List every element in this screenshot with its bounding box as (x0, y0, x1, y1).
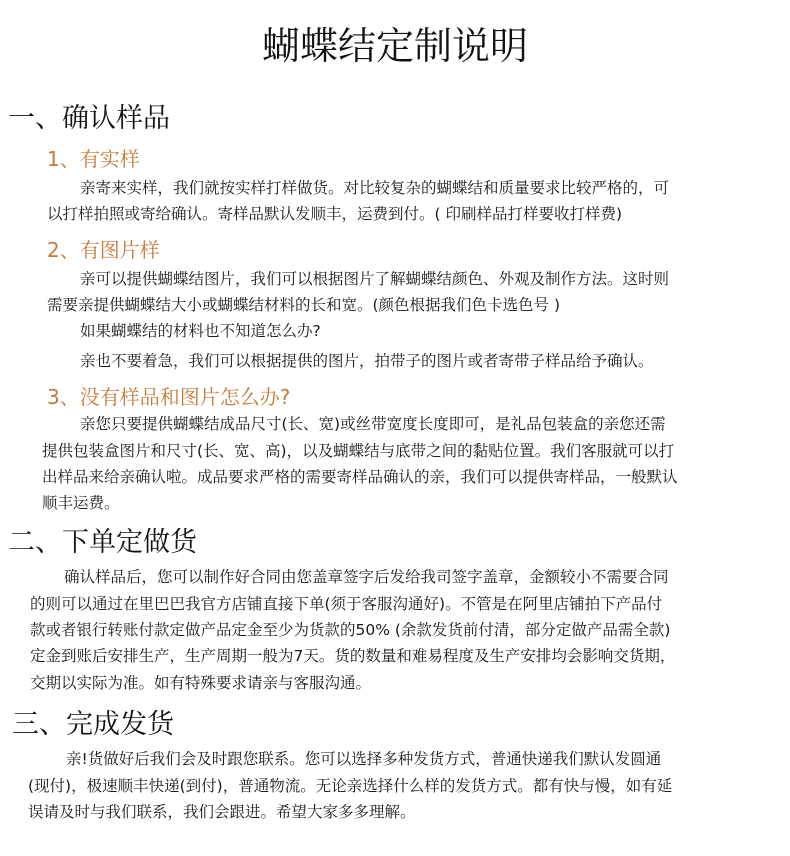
subsection-3-line-1: 亲您只要提供蝴蝶结成品尺寸(长、宽)或丝带宽度长度即可，是礼品包装盒的亲您还需 (80, 415, 666, 433)
section-3-line-1: 亲!货做好后我们会及时跟您联系。您可以选择多种发货方式，普通快递我们默认发圆通 (66, 750, 662, 768)
subsection-2-line-1: 亲可以提供蝴蝶结图片，我们可以根据图片了解蝴蝶结颜色、外观及制作方法。这时则 (80, 270, 670, 288)
section-2-heading: 二、下单定做货 (8, 527, 197, 558)
section-2-line-2: 的则可以通过在里巴巴我官方店铺直接下单(须于客服沟通好)。不管是在阿里店铺拍下产品付 (30, 595, 663, 613)
subsection-2-line-2: 需要亲提供蝴蝶结大小或蝴蝶结材料的长和宽。(颜色根据我们色卡选色号 ) (47, 296, 561, 314)
section-3-heading: 三、完成发货 (12, 709, 174, 740)
subsection-2-line-4: 亲也不要着急，我们可以根据提供的图片，拍带子的图片或者寄带子样品给予确认。 (80, 352, 654, 370)
section-1-heading: 一、确认样品 (8, 103, 170, 134)
section-2-line-1: 确认样品后，您可以制作好合同由您盖章签字后发给我司签字盖章，金额较小不需要合同 (64, 568, 669, 586)
subsection-2-heading: 2、有图片样 (47, 238, 160, 262)
subsection-1-heading: 1、有实样 (47, 147, 140, 171)
subsection-1-line-1: 亲寄来实样，我们就按实样打样做货。对比较复杂的蝴蝶结和质量要求比较严格的，可 (80, 179, 670, 197)
subsection-3-line-4: 顺丰运费。 (42, 494, 120, 512)
subsection-3-line-3: 出样品来给亲确认啦。成品要求严格的需要寄样品确认的亲，我们可以提供寄样品，一般默认 (42, 468, 678, 486)
subsection-1-line-2: 以打样拍照或寄给确认。寄样品默认发顺丰，运费到付。( 印刷样品打样要收打样费) (47, 205, 623, 223)
section-2-line-5: 交期以实际为准。如有特殊要求请亲与客服沟通。 (30, 674, 372, 692)
subsection-3-line-2: 提供包装盒图片和尺寸(长、宽、高)，以及蝴蝶结与底带之间的黏贴位置。我们客服就可以打 (42, 442, 675, 460)
section-3-line-2: (现付)，极速顺丰快递(到付)，普通物流。无论亲选择什么样的发货方式。都有快与慢，如有延 (28, 777, 673, 795)
section-3-line-3: 误请及时与我们联系，我们会跟进。希望大家多多理解。 (28, 803, 416, 821)
section-2-line-3: 款或者银行转账付款定做产品定金至少为货款的50% (余款发货前付清，部分定做产品需全款) (30, 621, 671, 639)
subsection-2-line-3: 如果蝴蝶结的材料也不知道怎么办? (80, 322, 321, 340)
section-2-line-4: 定金到账后安排生产，生产周期一般为7天。货的数量和难易程度及生产安排均会影响交货期， (30, 647, 676, 665)
page-title: 蝴蝶结定制说明 (261, 24, 528, 68)
subsection-3-heading: 3、没有样品和图片怎么办? (47, 385, 291, 409)
